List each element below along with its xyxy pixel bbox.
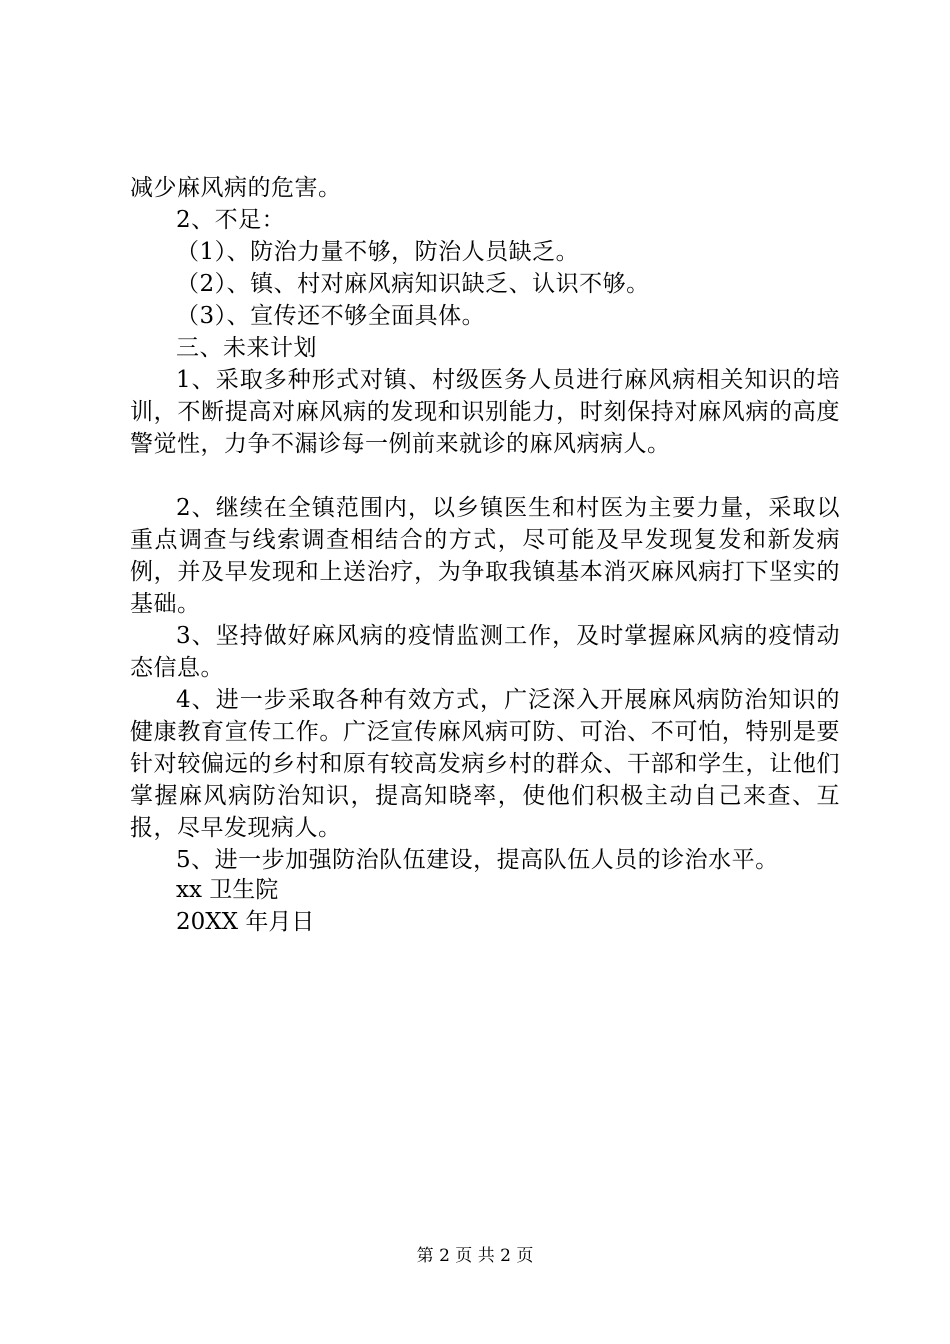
paragraph-shortcoming-1: （1）、防治力量不够，防治人员缺乏。: [176, 239, 580, 265]
paragraph-continuation: 减少麻风病的危害。: [130, 175, 342, 201]
paragraph-shortcoming-2: （2）、镇、村对麻风病知识缺乏、认识不够。: [176, 271, 650, 297]
paragraph-plan-4: 4、进一步采取各种有效方式，广泛深入开展麻风病防治知识的健康教育宣传工作。广泛宣传麻风病可防、可治、不可怕，特别是要针对较偏远的乡村和原有较高发病乡村的群众、干部和学生，让他们掌握麻风病防治知识，提高知晓率，使他们积极主动自己来查、互报，尽早发现病人。: [130, 687, 840, 841]
document-body: [130, 172, 840, 876]
page-footer: 第 2 页 共 2 页: [416, 1246, 534, 1266]
paragraph-plan-1: 1、采取多种形式对镇、村级医务人员进行麻风病相关知识的培训，不断提高对麻风病的发现和识别能力，时刻保持对麻风病的高度警觉性，力争不漏诊每一例前来就诊的麻风病病人。: [130, 367, 840, 457]
section-heading-future-plan: 三、未来计划: [176, 335, 317, 361]
paragraph-shortcoming-3: （3）、宣传还不够全面具体。: [176, 303, 486, 329]
paragraph-shortcomings-heading: 2、不足：: [176, 207, 286, 233]
paragraph-plan-5: 5、进一步加强防治队伍建设，提高队伍人员的诊治水平。: [176, 847, 779, 873]
signature-date: 20XX 年月日: [176, 909, 315, 935]
paragraph-plan-2: 2、继续在全镇范围内，以乡镇医生和村医为主要力量，采取以重点调查与线索调查相结合的方式，尽可能及早发现复发和新发病例，并及早发现和上送治疗，为争取我镇基本消灭麻风病打下坚实的基础。: [130, 495, 840, 617]
signature-organization: xx 卫生院: [176, 877, 279, 903]
paragraph-plan-3: 3、坚持做好麻风病的疫情监测工作，及时掌握麻风病的疫情动态信息。: [130, 623, 840, 681]
signature-block: [176, 874, 314, 938]
